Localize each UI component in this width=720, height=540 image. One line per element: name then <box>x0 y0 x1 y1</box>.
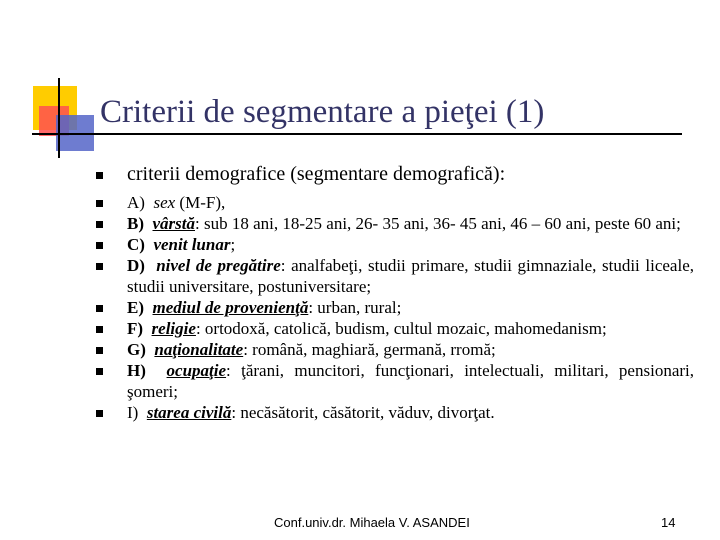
item-label: A) <box>127 193 145 212</box>
bullet-item <box>96 213 694 234</box>
slide-title: Criterii de segmentare a pieţei (1) <box>100 94 545 130</box>
bullet-item <box>96 339 694 360</box>
square-bullet-icon <box>96 326 103 333</box>
square-bullet-icon <box>96 263 103 270</box>
item-rest: : sub 18 ani, 18-25 ani, 26- 35 ani, 36- 45 ani, 46 – 60 ani, peste 60 ani; <box>195 214 681 233</box>
bullet-item <box>96 255 694 297</box>
item-term: mediul de provenienţă <box>152 298 309 317</box>
bullet-item <box>96 402 694 423</box>
bullet-item <box>96 297 694 318</box>
item-rest: (M-F), <box>175 193 226 212</box>
bullet-list <box>96 162 694 423</box>
square-bullet-icon <box>96 368 103 375</box>
item-label: B) <box>127 214 144 233</box>
item-term: sex <box>153 193 176 212</box>
bullet-item <box>96 360 694 402</box>
item-term: naţionalitate <box>154 340 244 359</box>
item-label: H) <box>127 361 146 380</box>
square-bullet-icon <box>96 200 103 207</box>
item-rest: ; <box>230 235 236 254</box>
square-bullet-icon <box>96 410 103 417</box>
bullet-item <box>96 318 694 339</box>
item-label: D) <box>127 256 145 275</box>
bullet-item <box>96 192 694 213</box>
item-term: nivel de pregătire <box>156 256 281 275</box>
square-bullet-icon <box>96 347 103 354</box>
item-term: venit lunar <box>153 235 231 254</box>
item-rest: : ţărani, muncitori, funcţionari, intelectuali, militari, pensionari, şomeri; <box>127 361 694 401</box>
item-term: starea civilă <box>146 403 232 422</box>
item-label: I) <box>127 403 139 422</box>
item-label: E) <box>127 298 144 317</box>
item-rest: : urban, rural; <box>308 298 402 317</box>
item-label: C) <box>127 235 145 254</box>
item-label: G) <box>127 340 146 359</box>
bullet-intro <box>96 162 694 186</box>
item-term: vârstă <box>152 214 195 233</box>
square-bullet-icon <box>96 172 103 179</box>
item-term: religie <box>151 319 196 338</box>
square-bullet-icon <box>96 242 103 249</box>
bullet-item <box>96 234 694 255</box>
decor-vertical-line <box>58 78 60 158</box>
title-divider <box>32 133 682 135</box>
footer-author: Conf.univ.dr. Mihaela V. ASANDEI <box>274 515 470 530</box>
page-number: 14 <box>661 515 676 530</box>
intro-text: criterii demografice (segmentare demografică): <box>127 163 506 185</box>
square-bullet-icon <box>96 305 103 312</box>
square-bullet-icon <box>96 221 103 228</box>
item-rest: : română, maghiară, germană, rromă; <box>243 340 496 359</box>
item-label: F) <box>127 319 144 338</box>
item-rest: : necăsătorit, căsătorit, văduv, divorţat. <box>231 403 495 422</box>
item-term: ocupaţie <box>166 361 227 380</box>
item-rest: : ortodoxă, catolică, budism, cultul mozaic, mahomedanism; <box>195 319 607 338</box>
item-rest: : analfabeţi, studii primare, studii gimnaziale, studii liceale, studii universitare, postuniversitare; <box>127 256 694 296</box>
